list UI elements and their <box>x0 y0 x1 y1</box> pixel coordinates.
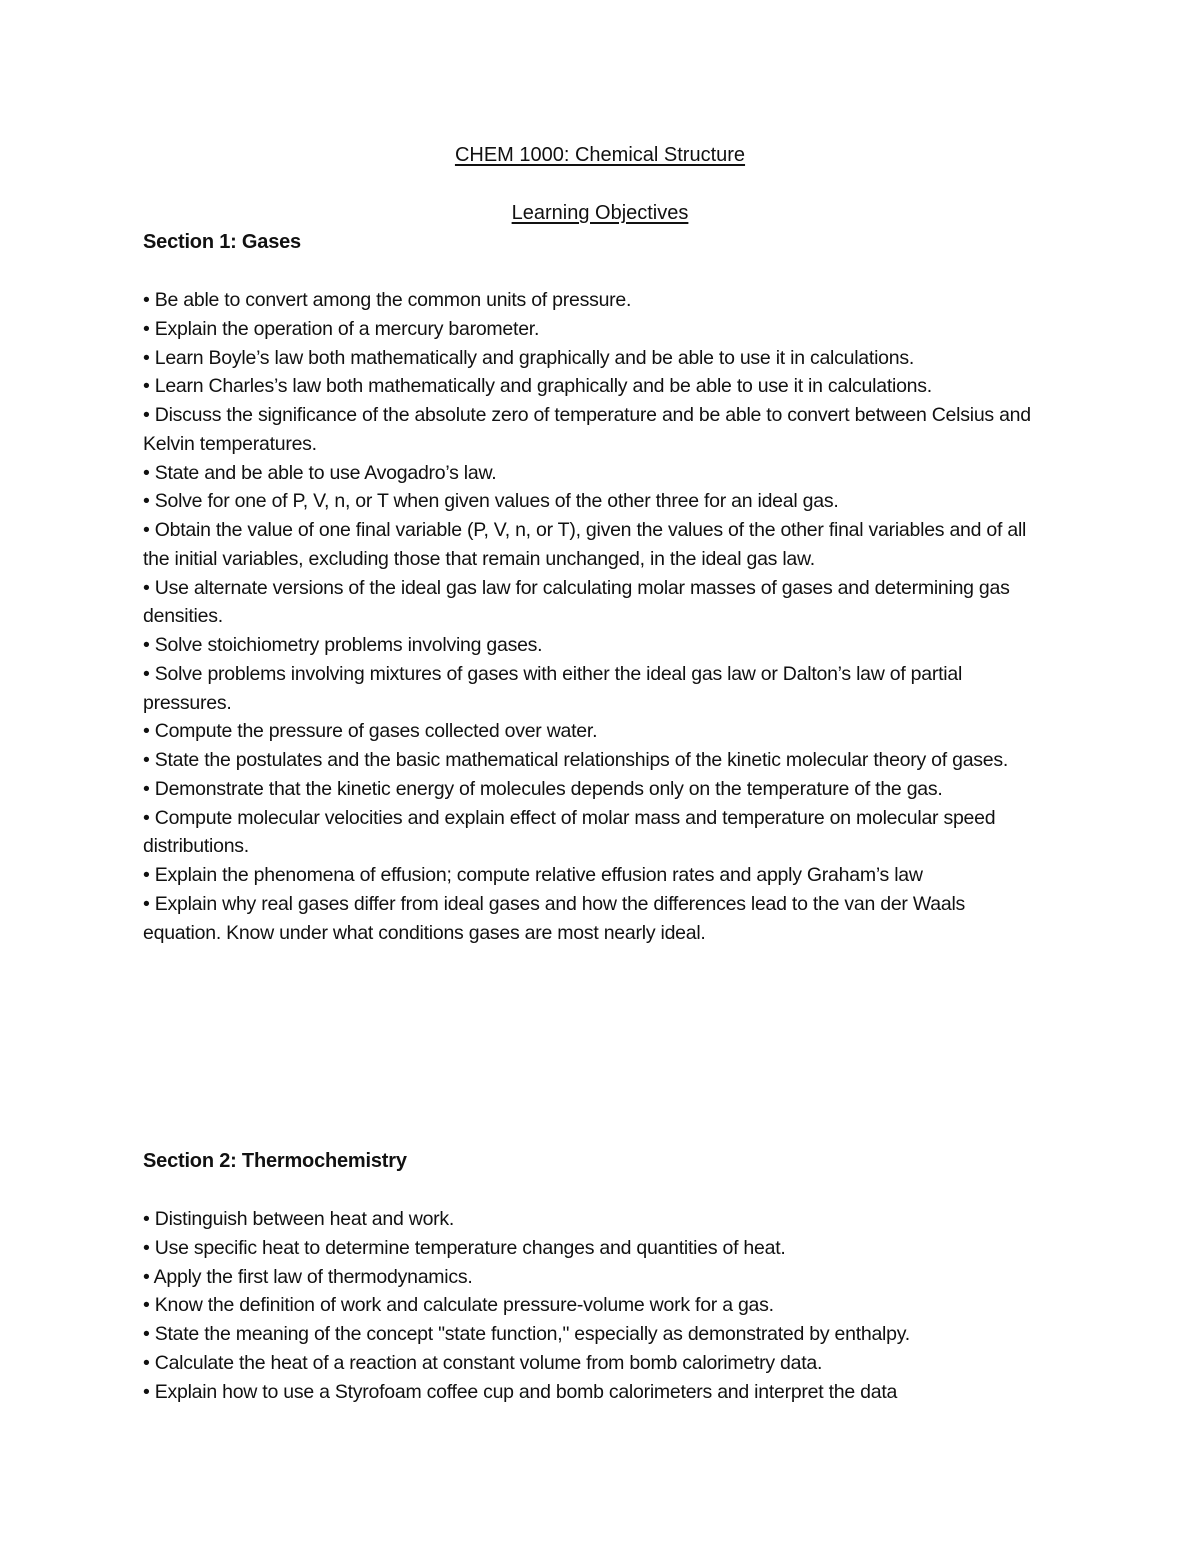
list-item: • Use alternate versions of the ideal gas law for calculating molar masses of gases and determining gas densities. <box>143 576 1010 628</box>
list-item: • Know the definition of work and calculate pressure-volume work for a gas. <box>143 1294 774 1317</box>
document-title: CHEM 1000: Chemical Structure <box>454 144 746 166</box>
list-item: • Calculate the heat of a reaction at constant volume from bomb calorimetry data. <box>143 1351 823 1374</box>
section-heading-thermochemistry: Section 2: Thermochemistry <box>143 1150 407 1172</box>
list-item: • State and be able to use Avogadro’s law. <box>143 461 497 484</box>
list-item: • Distinguish between heat and work. <box>143 1208 455 1230</box>
document-subtitle: Learning Objectives <box>511 202 689 224</box>
list-item: • Use specific heat to determine temperature changes and quantities of heat. <box>143 1236 786 1259</box>
list-item: • Explain the operation of a mercury barometer. <box>143 317 540 340</box>
list-item: • Learn Charles’s law both mathematically and graphically and be able to use it in calculations. <box>143 375 932 398</box>
objectives-list-gases <box>143 286 1043 947</box>
list-item: • Solve problems involving mixtures of gases with either the ideal gas law or Dalton’s law of partial pressures. <box>143 662 963 714</box>
list-item: • State the meaning of the concept "state function," especially as demonstrated by enthalpy. <box>143 1323 910 1345</box>
list-item: • Demonstrate that the kinetic energy of molecules depends only on the temperature of the gas. <box>143 777 943 800</box>
list-item: • Explain the phenomena of effusion; compute relative effusion rates and apply Graham’s law <box>143 864 923 886</box>
list-item: • Apply the first law of thermodynamics. <box>143 1265 473 1288</box>
list-item: • Learn Boyle’s law both mathematically and graphically and be able to use it in calculations. <box>143 346 915 369</box>
section-heading-gases: Section 1: Gases <box>143 231 301 253</box>
list-item: • Compute molecular velocities and explain effect of molar mass and temperature on molecular speed distributions. <box>143 806 996 858</box>
list-item: • Obtain the value of one final variable (P, V, n, or T), given the values of the other final variables and of all the initial variables, excluding those that remain unchanged, in the ideal gas law. <box>143 519 1027 570</box>
list-item: • Be able to convert among the common units of pressure. <box>143 289 632 311</box>
list-item: • State the postulates and the basic mathematical relationships of the kinetic molecular theory of gases. <box>143 749 1009 771</box>
list-item: • Explain why real gases differ from ideal gases and how the differences lead to the van der Waals equation. Know under what conditions gases are most nearly ideal. <box>143 892 966 944</box>
list-item: • Explain how to use a Styrofoam coffee cup and bomb calorimeters and interpret the data <box>143 1380 898 1403</box>
objectives-list-thermochemistry <box>143 1205 1043 1406</box>
list-item: • Compute the pressure of gases collected over water. <box>143 720 598 743</box>
list-item: • Solve for one of P, V, n, or T when given values of the other three for an ideal gas. <box>143 490 839 513</box>
list-item: • Discuss the significance of the absolute zero of temperature and be able to convert between Celsius and Kelvin temperatures. <box>143 404 1031 455</box>
list-item: • Solve stoichiometry problems involving gases. <box>143 634 543 656</box>
